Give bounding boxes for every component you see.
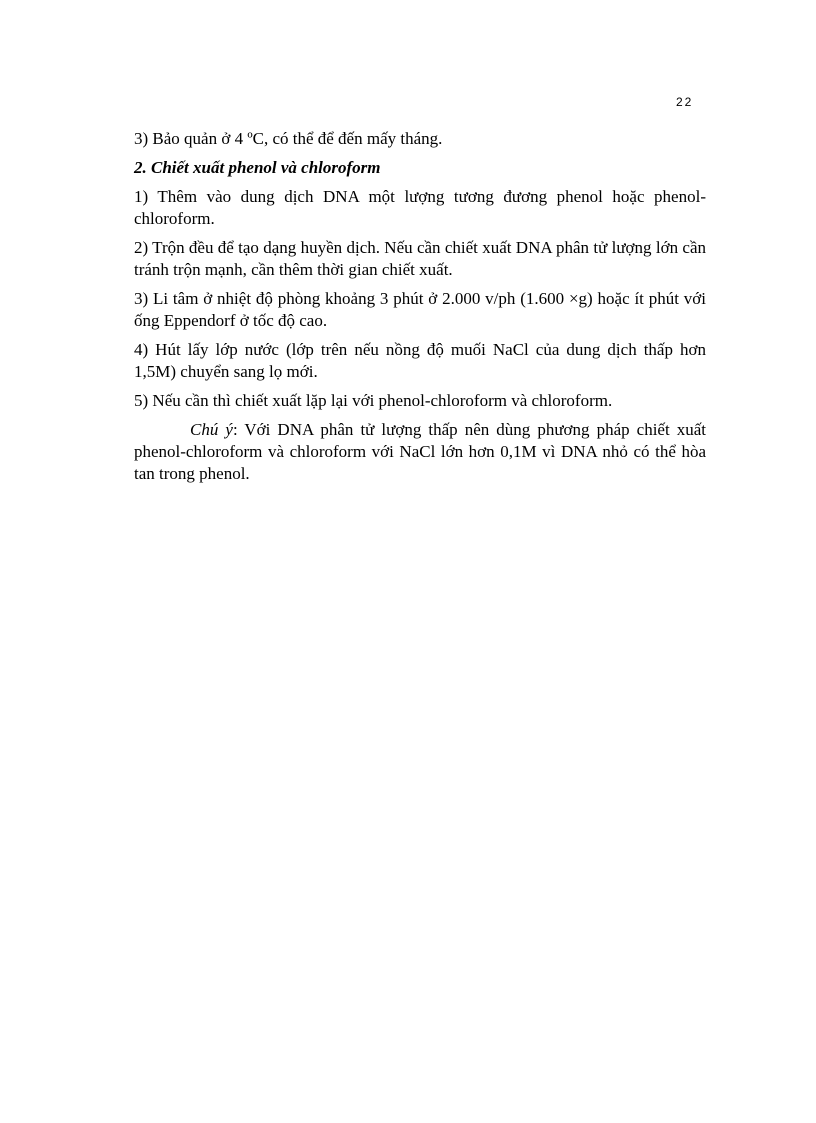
- note-text: : Với DNA phân tử lượng thấp nên dùng phương pháp chiết xuất phenol-chloroform và chloroform với NaCl lớn hơn 0,1M vì DNA nhỏ có thể hòa tan trong phenol.: [134, 420, 707, 483]
- section-heading: 2. Chiết xuất phenol và chloroform: [134, 158, 381, 177]
- step-3-storage: 3) Bảo quản ở 4 ºC, có thể để đến mấy tháng.: [134, 129, 443, 148]
- step-2: 2) Trộn đều để tạo dạng huyền dịch. Nếu cần chiết xuất DNA phân tử lượng lớn cần tránh trộn mạnh, cần thêm thời gian chiết xuất.: [134, 238, 706, 279]
- page-number: 22: [676, 95, 694, 109]
- step-4: 4) Hút lấy lớp nước (lớp trên nếu nồng độ muối NaCl của dung dịch thấp hơn 1,5M) chuyển sang lọ mới.: [134, 340, 706, 381]
- note-label: Chú ý: [190, 420, 233, 439]
- step-5: 5) Nếu cần thì chiết xuất lặp lại với phenol-chloroform và chloroform.: [134, 391, 613, 410]
- note-paragraph: [134, 419, 706, 485]
- step-1: 1) Thêm vào dung dịch DNA một lượng tương đương phenol hoặc phenol-chloroform.: [134, 187, 706, 228]
- page-content: [134, 128, 706, 485]
- step-3: 3) Li tâm ở nhiệt độ phòng khoảng 3 phút ở 2.000 v/ph (1.600 ×g) hoặc ít phút với ống Eppendorf ở tốc độ cao.: [134, 289, 706, 330]
